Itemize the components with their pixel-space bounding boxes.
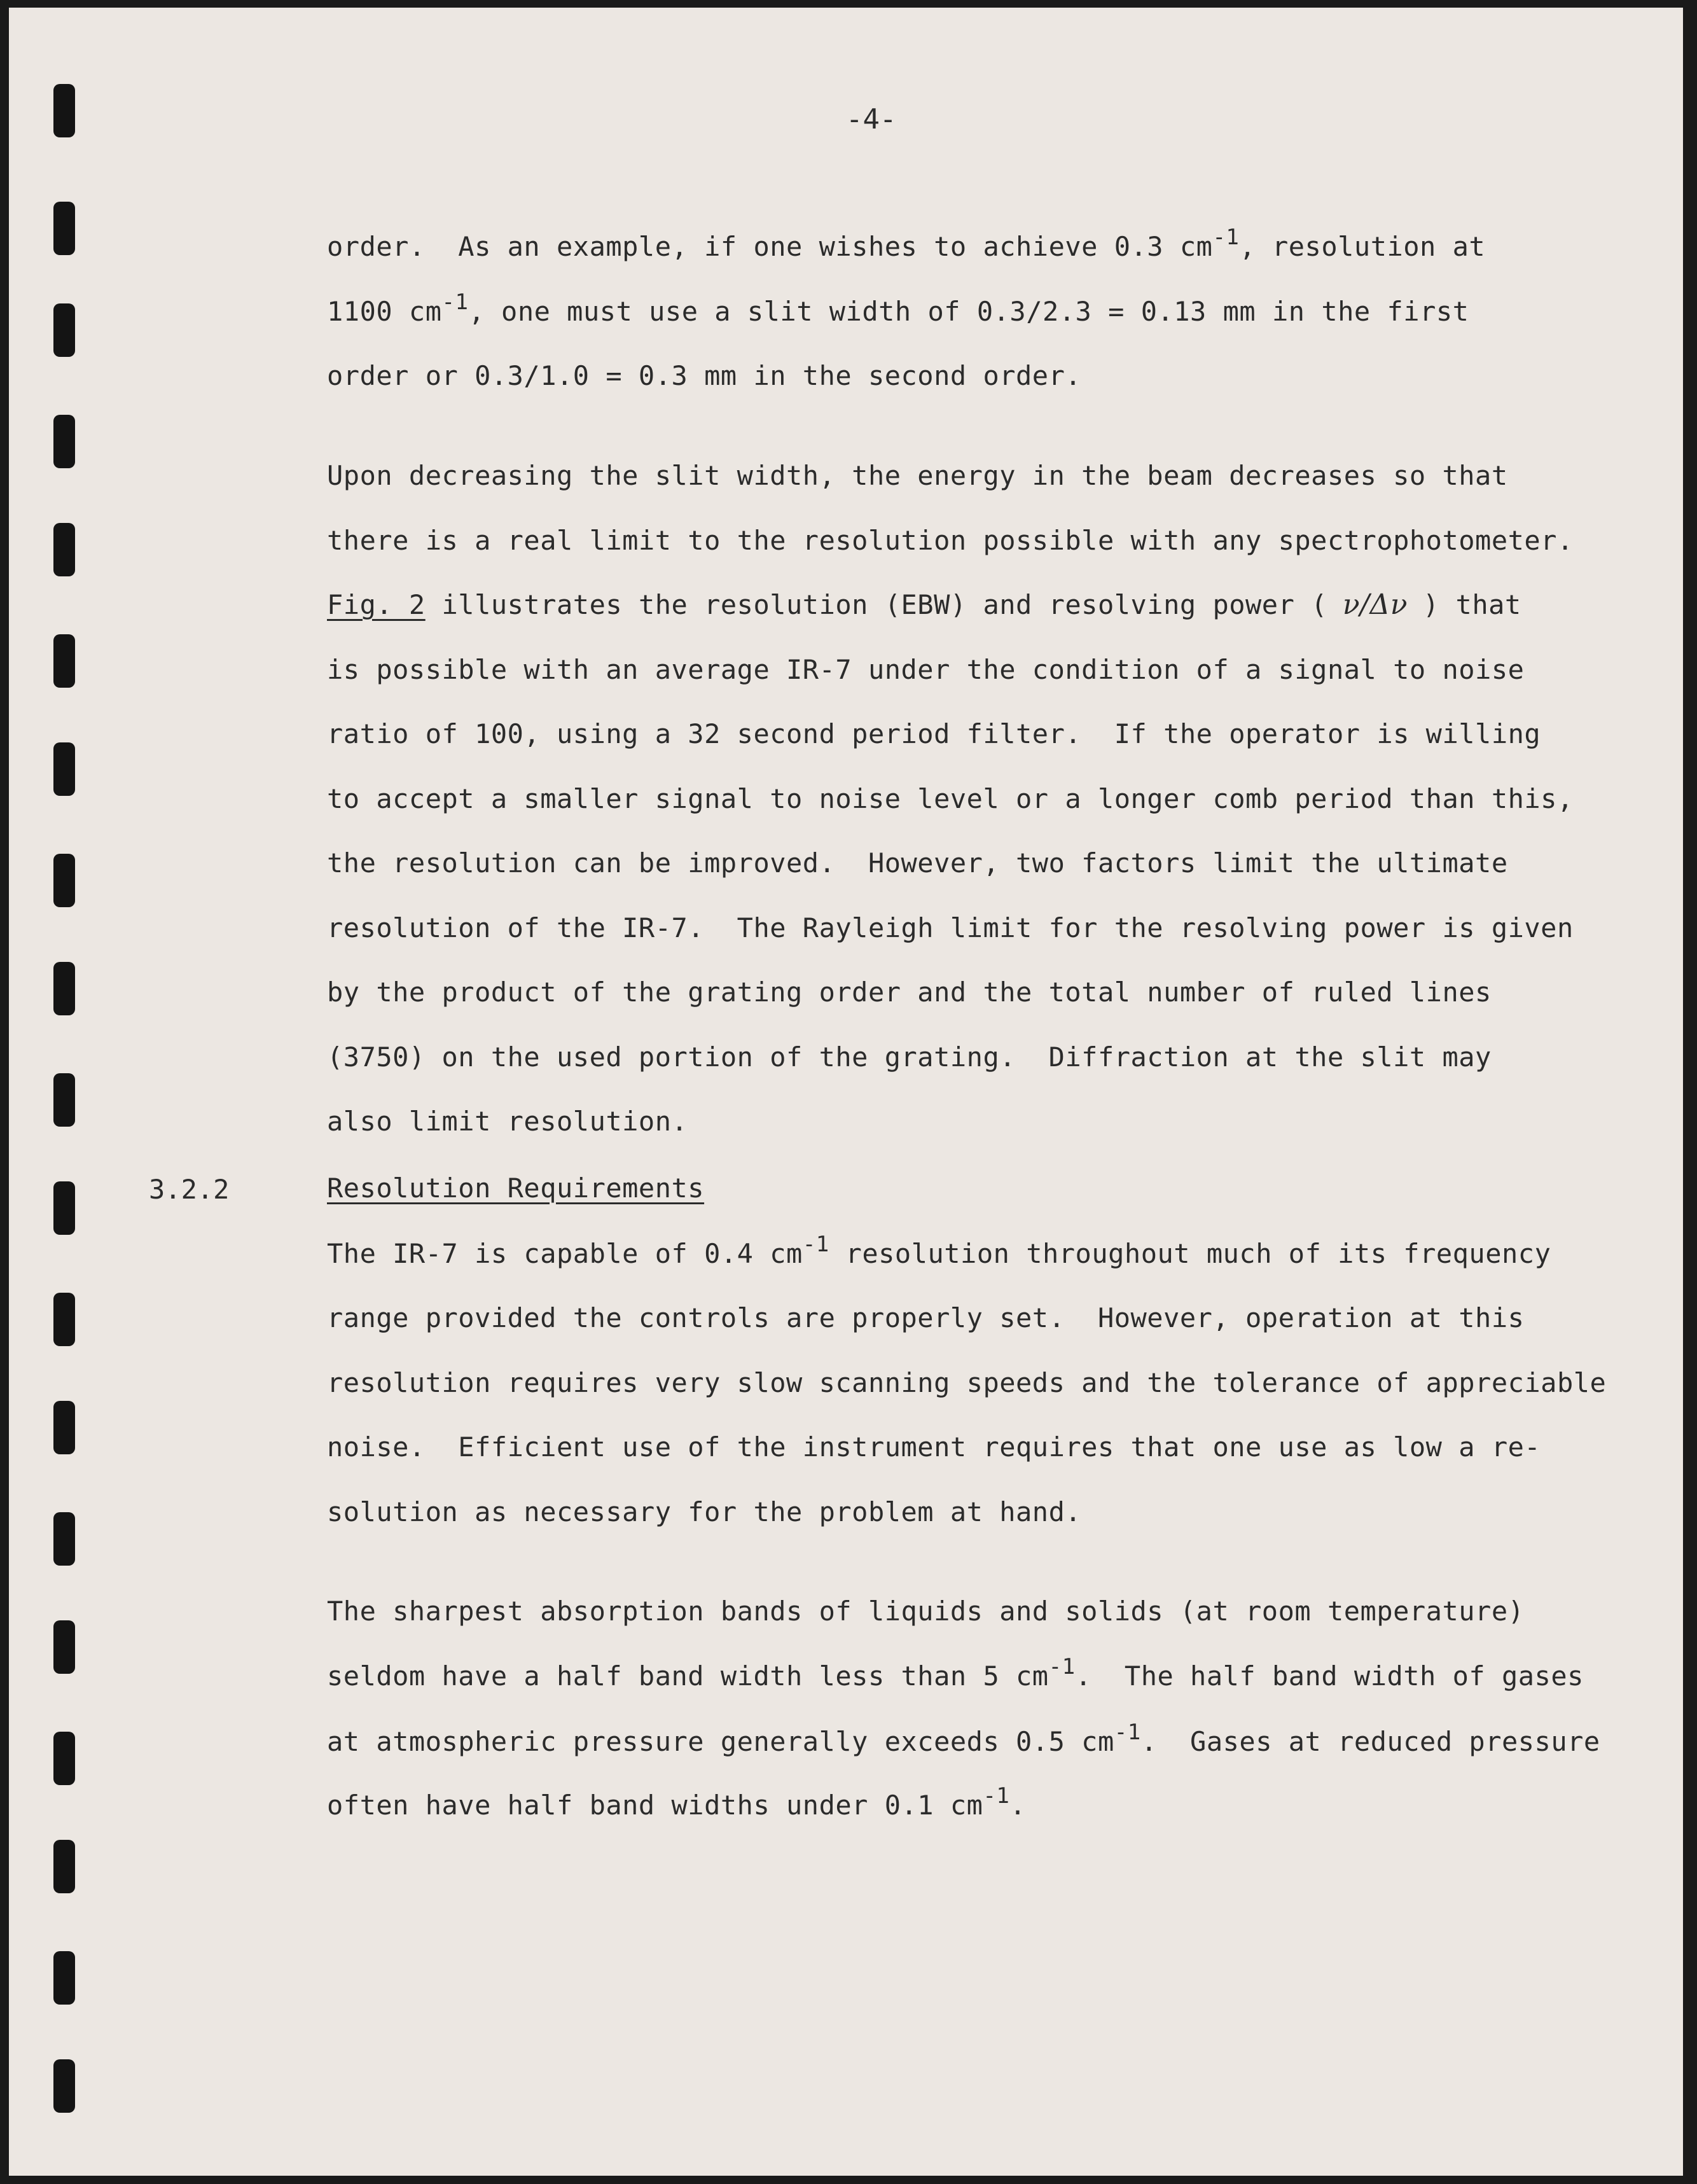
text: seldom have a half band width less than 5 cm: [327, 1660, 1049, 1692]
section-number: 3.2.2: [149, 1174, 230, 1205]
text: ) that: [1422, 589, 1521, 620]
text: 1100 cm: [327, 296, 442, 327]
nu-over-delta-nu-symbol: ν/Δν: [1342, 588, 1408, 621]
binding-hole: [53, 1732, 75, 1785]
text: at atmospheric pressure generally exceeds 0.5 cm: [327, 1726, 1114, 1757]
superscript: -1: [1212, 225, 1240, 250]
text: , resolution at: [1239, 231, 1486, 262]
binding-hole: [53, 415, 75, 468]
paragraph2-line4: is possible with an average IR-7 under the condition of a signal to noise: [327, 654, 1525, 685]
paragraph3-line1: [327, 1232, 1551, 1272]
text: .: [1009, 1790, 1027, 1821]
figure-reference-link[interactable]: Fig. 2: [327, 589, 426, 620]
paragraph2-line5: ratio of 100, using a 32 second period filter. If the operator is willing: [327, 718, 1541, 749]
binding-hole: [53, 1951, 75, 2005]
paper-sheet: [9, 8, 1683, 2176]
paragraph2-line9: by the product of the grating order and the total number of ruled lines: [327, 977, 1492, 1008]
paragraph2-line2: there is a real limit to the resolution possible with any spectrophotometer.: [327, 525, 1574, 556]
paragraph2-line6: to accept a smaller signal to noise level or a longer comb period than this,: [327, 783, 1574, 814]
superscript: -1: [983, 1783, 1010, 1809]
binding-holes: [53, 8, 92, 2176]
paragraph3-line5: solution as necessary for the problem at hand.: [327, 1496, 1082, 1527]
paragraph1-line2: [327, 289, 1469, 330]
paragraph3-line2: range provided the controls are properly set. However, operation at this: [327, 1302, 1525, 1333]
text: , one must use a slit width of 0.3/2.3 = 0.13 mm in the first: [468, 296, 1469, 327]
text: order. As an example, if one wishes to achieve 0.3 cm: [327, 231, 1213, 262]
text: . The half band width of gases: [1075, 1660, 1584, 1692]
paragraph2-line10: (3750) on the used portion of the grating. Diffraction at the slit may: [327, 1041, 1492, 1073]
binding-hole: [53, 634, 75, 688]
page-number: -4-: [846, 103, 897, 136]
binding-hole: [53, 523, 75, 576]
text: The IR-7 is capable of 0.4 cm: [327, 1238, 803, 1269]
paragraph2-line11: also limit resolution.: [327, 1106, 688, 1137]
binding-hole: [53, 303, 75, 357]
binding-hole: [53, 2059, 75, 2113]
binding-hole: [53, 1512, 75, 1566]
binding-hole: [53, 1293, 75, 1346]
text: resolution throughout much of its frequency: [829, 1238, 1551, 1269]
paragraph4-line1: The sharpest absorption bands of liquids and solids (at room temperature): [327, 1596, 1525, 1627]
superscript: -1: [1114, 1720, 1141, 1745]
paragraph1-line3: order or 0.3/1.0 = 0.3 mm in the second order.: [327, 360, 1082, 391]
binding-hole: [53, 962, 75, 1015]
paragraph4-line3: [327, 1720, 1600, 1760]
paragraph4-line2: [327, 1654, 1584, 1695]
binding-hole: [53, 1073, 75, 1127]
binding-hole: [53, 1181, 75, 1235]
paragraph4-line4: [327, 1783, 1027, 1824]
text: often have half band widths under 0.1 cm: [327, 1790, 983, 1821]
superscript: -1: [802, 1232, 829, 1257]
paragraph2-line3: [327, 588, 1521, 622]
superscript: -1: [1048, 1654, 1076, 1680]
binding-hole: [53, 1840, 75, 1893]
binding-hole: [53, 1401, 75, 1454]
paragraph2-line8: resolution of the IR-7. The Rayleigh limit for the resolving power is given: [327, 912, 1574, 943]
paragraph2-line7: the resolution can be improved. However, two factors limit the ultimate: [327, 847, 1508, 879]
paragraph2-line1: Upon decreasing the slit width, the energy in the beam decreases so that: [327, 460, 1508, 491]
text: illustrates the resolution (EBW) and resolving power (: [425, 589, 1327, 620]
binding-hole: [53, 202, 75, 255]
section-title: Resolution Requirements: [327, 1172, 705, 1204]
binding-hole: [53, 742, 75, 796]
binding-hole: [53, 1620, 75, 1674]
binding-hole: [53, 84, 75, 137]
paragraph1-line1: [327, 225, 1486, 265]
text: . Gases at reduced pressure: [1140, 1726, 1600, 1757]
binding-hole: [53, 854, 75, 907]
paragraph3-line4: noise. Efficient use of the instrument requires that one use as low a re-: [327, 1431, 1541, 1463]
paragraph3-line3: resolution requires very slow scanning speeds and the tolerance of appreciable: [327, 1367, 1607, 1398]
superscript: -1: [441, 289, 469, 315]
